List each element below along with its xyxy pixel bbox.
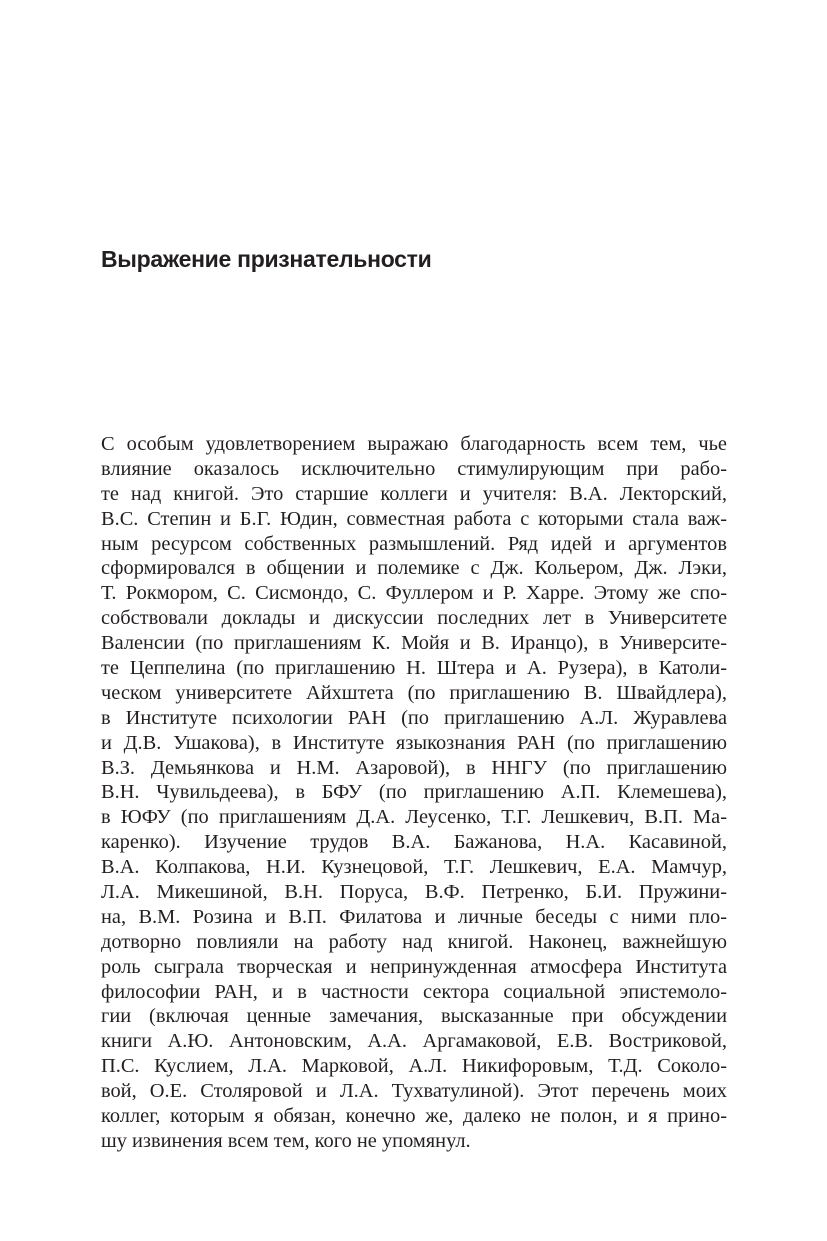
text-line: В.З. Демьянкова и Н.М. Азаровой), в ННГУ (по приглашению xyxy=(101,756,727,779)
text-line: В.А. Колпакова, Н.И. Кузнецовой, Т.Г. Лешкевич, Е.А. Мамчур, xyxy=(101,856,727,879)
text-line: Т. Рокмором, С. Сисмондо, С. Фуллером и Р. Харре. Этому же спо- xyxy=(101,582,727,605)
text-line: ческом университете Айхштета (по приглашению В. Швайдлера), xyxy=(101,681,727,704)
text-line: В.Н. Чувильдеева), в БФУ (по приглашению А.П. Клемешева), xyxy=(101,781,727,804)
text-line: те над книгой. Это старшие коллеги и учителя: В.А. Лекторский, xyxy=(101,482,727,505)
text-line: Л.А. Микешиной, В.Н. Поруса, В.Ф. Петренко, Б.И. Пружини- xyxy=(101,881,727,904)
text-line: В.С. Степин и Б.Г. Юдин, совместная работа с которыми стала важ- xyxy=(101,507,727,530)
text-line: роль сыграла творческая и непринужденная атмосфера Института xyxy=(101,955,727,978)
text-line: П.С. Куслием, Л.А. Марковой, А.Л. Никифоровым, Т.Д. Соколо- xyxy=(101,1055,727,1078)
text-line: сформировался в общении и полемике с Дж. Кольером, Дж. Лэки, xyxy=(101,557,727,580)
text-line: гии (включая ценные замечания, высказанные при обсуждении xyxy=(101,1005,727,1028)
text-line: книги А.Ю. Антоновским, А.А. Аргамаковой, Е.В. Востриковой, xyxy=(101,1030,727,1053)
text-line-last: шу извинения всем тем, кого не упомянул. xyxy=(101,1129,471,1152)
text-line: собствовали доклады и дискуссии последних лет в Университете xyxy=(101,607,727,630)
text-line: влияние оказалось исключительно стимулирующим при рабо- xyxy=(101,457,727,480)
text-line: каренко). Изучение трудов В.А. Бажанова, Н.А. Касавиной, xyxy=(101,831,727,854)
text-line: ным ресурсом собственных размышлений. Ряд идей и аргументов xyxy=(101,532,727,555)
text-line: коллег, которым я обязан, конечно же, далеко не полон, и я прино- xyxy=(101,1105,727,1128)
text-line: С особым удовлетворением выражаю благодарность всем тем, чье xyxy=(101,433,727,455)
text-line: на, В.М. Розина и В.П. Филатова и личные беседы с ними пло- xyxy=(101,905,727,928)
text-line: дотворно повлияли на работу над книгой. Наконец, важнейшую xyxy=(101,930,727,953)
text-line: философии РАН, и в частности сектора социальной эпистемоло- xyxy=(101,980,727,1003)
text-line: вой, О.Е. Столяровой и Л.А. Тухватулиной). Этот перечень моих xyxy=(101,1080,727,1103)
text-line: Валенсии (по приглашениям К. Мойя и В. Иранцо), в Университе- xyxy=(101,632,727,655)
text-line: те Цеппелина (по приглашению Н. Штера и А. Рузера), в Католи- xyxy=(101,657,727,680)
text-line: и Д.В. Ушакова), в Институте языкознания РАН (по приглашению xyxy=(101,731,727,754)
text-line: в Институте психологии РАН (по приглашению А.Л. Журавлева xyxy=(101,706,727,729)
page-title: Выражение признательности xyxy=(101,246,432,272)
acknowledgement-paragraph xyxy=(101,432,727,1154)
text-line: в ЮФУ (по приглашениям Д.А. Леусенко, Т.Г. Лешкевич, В.П. Ма- xyxy=(101,806,727,829)
